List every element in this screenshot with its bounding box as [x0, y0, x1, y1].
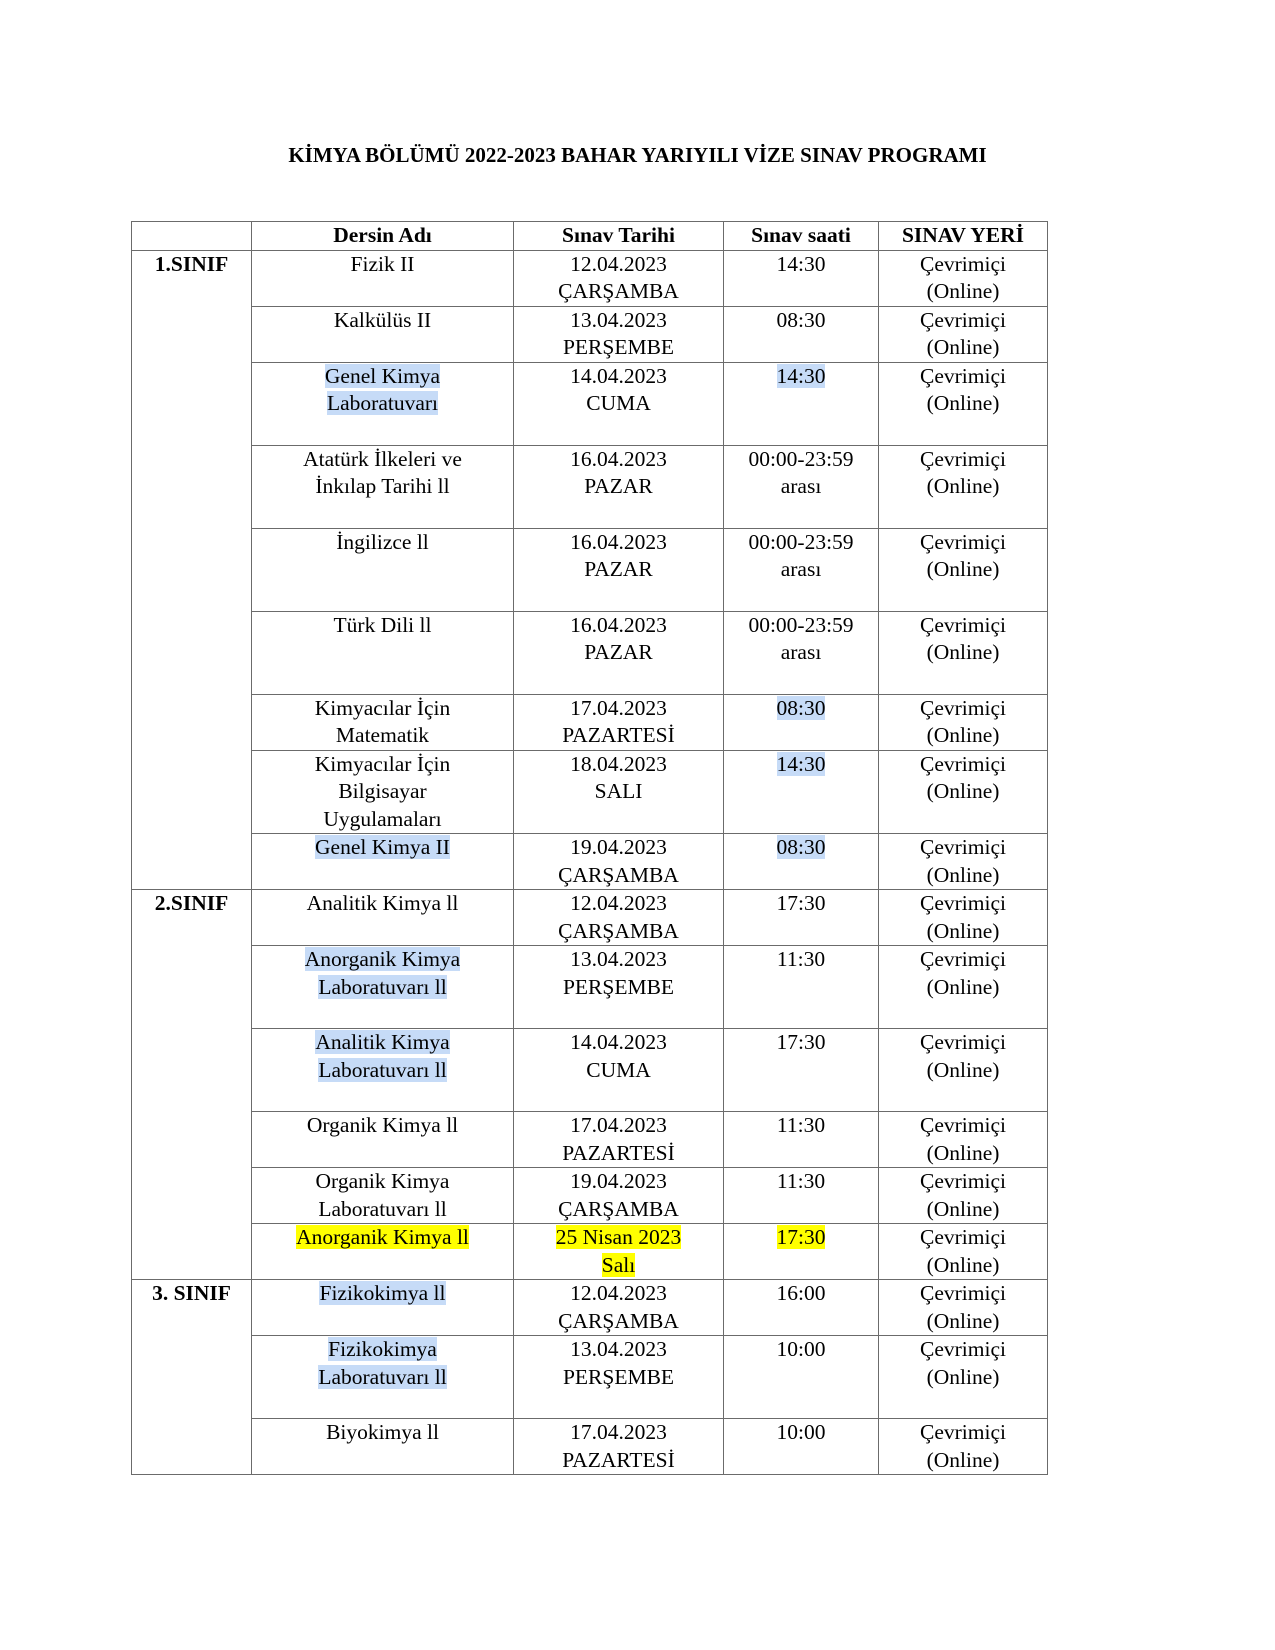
table-row [132, 611, 1048, 694]
exam-date-text: ÇARŞAMBA [558, 1308, 679, 1333]
exam-place-cell [879, 1168, 1048, 1224]
exam-date-cell [514, 1280, 724, 1336]
exam-place-cell [879, 1336, 1048, 1419]
course-name-text: Bilgisayar [338, 779, 427, 803]
exam-date-text: 16.04.2023 [570, 446, 667, 471]
table-row [132, 1112, 1048, 1168]
exam-time-text: 10:00 [776, 1420, 826, 1444]
exam-time-text: arası [780, 640, 822, 664]
exam-date-text: 16.04.2023 [570, 529, 667, 554]
exam-place-cell [879, 445, 1048, 528]
exam-place-text: (Online) [926, 474, 1000, 498]
course-name-text: Organik Kimya ll [306, 1113, 459, 1137]
exam-place-cell [879, 1029, 1048, 1112]
table-row [132, 1419, 1048, 1475]
exam-time-text: 08:30 [776, 695, 826, 720]
exam-time-text: 08:30 [776, 835, 826, 859]
exam-date-text: PAZARTESİ [562, 723, 675, 747]
exam-time-text: 16:00 [776, 1281, 826, 1305]
exam-time-text: 00:00-23:59 [748, 529, 854, 554]
exam-place-text: (Online) [926, 1252, 1000, 1277]
exam-place-cell [879, 946, 1048, 1029]
exam-place-cell [879, 250, 1048, 306]
course-name-text: Genel Kimya [324, 363, 441, 388]
exam-date-cell [514, 1112, 724, 1168]
exam-place-text: (Online) [926, 640, 1000, 664]
exam-date-cell [514, 1168, 724, 1224]
exam-date-text: ÇARŞAMBA [558, 279, 679, 303]
exam-date-text: ÇARŞAMBA [558, 862, 679, 887]
course-name-text: Laboratuvarı ll [318, 1364, 447, 1389]
course-name-text: Analitik Kimya ll [306, 891, 459, 915]
course-name-text: Atatürk İlkeleri ve [303, 446, 462, 471]
exam-place-cell [879, 1112, 1048, 1168]
exam-place-cell [879, 694, 1048, 750]
exam-time-text: 17:30 [776, 891, 826, 915]
exam-date-text: 25 Nisan 2023 [555, 1225, 682, 1249]
exam-time-cell [724, 445, 879, 528]
exam-time-cell [724, 1029, 879, 1112]
course-name-text: Biyokimya ll [326, 1420, 439, 1444]
exam-time-text: 14:30 [776, 751, 826, 776]
exam-place-text: Çevrimiçi [920, 1337, 1006, 1361]
exam-date-text: 14.04.2023 [570, 363, 667, 388]
table-row [132, 946, 1048, 1029]
exam-date-text: 19.04.2023 [570, 835, 667, 859]
exam-date-text: 17.04.2023 [570, 1420, 667, 1444]
exam-date-text: PERŞEMBE [562, 974, 675, 999]
course-name-text: Fizikokimya [328, 1337, 437, 1361]
exam-date-cell [514, 1029, 724, 1112]
exam-place-text: (Online) [926, 918, 1000, 943]
exam-date-text: 13.04.2023 [570, 947, 667, 971]
exam-date-text: CUMA [586, 1057, 651, 1082]
table-row [132, 750, 1048, 834]
exam-date-cell [514, 1419, 724, 1475]
exam-place-text: Çevrimiçi [920, 1113, 1006, 1137]
exam-place-text: (Online) [926, 974, 1000, 999]
exam-time-cell [724, 750, 879, 834]
exam-place-text: Çevrimiçi [920, 1169, 1006, 1193]
header-exam-time: Sınav saati [724, 222, 879, 251]
exam-place-text: (Online) [926, 779, 1000, 803]
header-exam-place: SINAV YERİ [879, 222, 1048, 251]
table-row [132, 1224, 1048, 1280]
exam-place-text: (Online) [926, 1196, 1000, 1221]
course-name-cell [252, 445, 514, 528]
exam-place-text: (Online) [926, 723, 1000, 747]
course-name-text: Kimyacılar İçin [314, 695, 451, 720]
exam-date-text: PAZAR [584, 474, 653, 498]
exam-time-text: arası [780, 474, 822, 498]
course-name-text: Fizikokimya ll [319, 1281, 446, 1305]
exam-date-text: PAZARTESİ [562, 1140, 675, 1165]
course-name-cell [252, 750, 514, 834]
exam-time-cell [724, 946, 879, 1029]
course-name-text: Anorganik Kimya [304, 947, 461, 971]
table-row [132, 890, 1048, 946]
exam-place-cell [879, 1280, 1048, 1336]
exam-date-text: 12.04.2023 [570, 251, 667, 276]
exam-place-text: (Online) [926, 1140, 1000, 1165]
course-name-text: Fizik II [350, 251, 415, 276]
exam-time-cell [724, 1224, 879, 1280]
course-name-text: Kalkülüs II [333, 307, 432, 332]
course-name-cell [252, 1336, 514, 1419]
exam-place-cell [879, 1419, 1048, 1475]
exam-time-cell [724, 528, 879, 611]
exam-time-text: 17:30 [776, 1030, 826, 1054]
exam-place-text: Çevrimiçi [920, 1030, 1006, 1054]
course-name-text: Uygulamaları [323, 806, 442, 831]
exam-time-cell [724, 1168, 879, 1224]
course-name-cell [252, 1419, 514, 1475]
exam-place-text: Çevrimiçi [920, 446, 1006, 471]
course-name-cell [252, 1168, 514, 1224]
exam-place-text: Çevrimiçi [920, 1420, 1006, 1444]
exam-date-cell [514, 694, 724, 750]
exam-place-text: (Online) [926, 1057, 1000, 1082]
exam-time-cell [724, 1280, 879, 1336]
exam-place-text: (Online) [926, 1308, 1000, 1333]
exam-date-text: 13.04.2023 [570, 307, 667, 332]
exam-place-text: (Online) [926, 1447, 1000, 1472]
course-name-cell [252, 1112, 514, 1168]
exam-place-text: Çevrimiçi [920, 835, 1006, 859]
class-label-text: 3. SINIF [152, 1281, 231, 1305]
exam-time-cell [724, 1419, 879, 1475]
exam-date-text: 14.04.2023 [570, 1030, 667, 1054]
exam-time-text: 17:30 [776, 1225, 826, 1249]
exam-date-text: CUMA [586, 391, 651, 415]
exam-place-cell [879, 306, 1048, 362]
course-name-text: Kimyacılar İçin [314, 751, 451, 776]
exam-place-text: Çevrimiçi [920, 529, 1006, 554]
exam-date-text: 16.04.2023 [570, 612, 667, 637]
course-name-text: Organik Kimya [315, 1169, 450, 1193]
exam-place-text: Çevrimiçi [920, 363, 1006, 388]
exam-schedule-table [131, 221, 1048, 1475]
exam-time-text: 14:30 [776, 251, 826, 276]
exam-place-text: Çevrimiçi [920, 891, 1006, 915]
course-name-cell [252, 611, 514, 694]
exam-place-text: Çevrimiçi [920, 751, 1006, 776]
table-row [132, 362, 1048, 445]
exam-place-text: Çevrimiçi [920, 1225, 1006, 1249]
exam-place-cell [879, 528, 1048, 611]
course-name-text: Analitik Kimya [315, 1030, 450, 1054]
exam-time-text: 10:00 [776, 1337, 826, 1361]
exam-time-cell [724, 306, 879, 362]
exam-time-cell [724, 1112, 879, 1168]
exam-time-text: 11:30 [776, 1169, 826, 1193]
table-row [132, 250, 1048, 306]
exam-place-cell [879, 1224, 1048, 1280]
exam-date-cell [514, 890, 724, 946]
exam-date-text: 13.04.2023 [570, 1337, 667, 1361]
exam-date-text: 19.04.2023 [570, 1169, 667, 1193]
exam-date-cell [514, 528, 724, 611]
exam-time-cell [724, 890, 879, 946]
course-name-cell [252, 694, 514, 750]
course-name-cell [252, 362, 514, 445]
exam-date-text: 17.04.2023 [570, 1113, 667, 1137]
course-name-text: İngilizce ll [336, 529, 429, 554]
exam-time-cell [724, 1336, 879, 1419]
exam-time-text: 08:30 [776, 307, 826, 332]
header-class [132, 222, 252, 251]
table-row [132, 834, 1048, 890]
exam-place-cell [879, 362, 1048, 445]
exam-time-cell [724, 611, 879, 694]
exam-date-text: PAZAR [584, 557, 653, 581]
table-row [132, 306, 1048, 362]
exam-time-text: 00:00-23:59 [748, 612, 854, 637]
exam-date-cell [514, 306, 724, 362]
exam-date-text: ÇARŞAMBA [558, 1196, 679, 1221]
exam-place-text: Çevrimiçi [920, 695, 1006, 720]
course-name-cell [252, 528, 514, 611]
table-row [132, 528, 1048, 611]
course-name-cell [252, 1224, 514, 1280]
exam-time-text: arası [780, 557, 822, 581]
exam-date-text: 12.04.2023 [570, 891, 667, 915]
exam-time-cell [724, 694, 879, 750]
exam-date-text: PAZAR [584, 640, 653, 664]
course-name-text: İnkılap Tarihi ll [315, 474, 450, 498]
exam-date-cell [514, 946, 724, 1029]
exam-time-cell [724, 362, 879, 445]
class-label [132, 1280, 252, 1475]
course-name-text: Laboratuvarı ll [318, 1057, 447, 1082]
exam-place-text: Çevrimiçi [920, 612, 1006, 637]
exam-date-text: PAZARTESİ [562, 1447, 675, 1472]
exam-place-text: (Online) [926, 557, 1000, 581]
exam-date-cell [514, 250, 724, 306]
class-label-text: 1.SINIF [154, 251, 229, 276]
table-body [132, 250, 1048, 1475]
exam-date-text: Salı [601, 1252, 636, 1277]
exam-date-cell [514, 834, 724, 890]
course-name-cell [252, 250, 514, 306]
exam-place-cell [879, 890, 1048, 946]
table-row [132, 1168, 1048, 1224]
exam-date-cell [514, 1336, 724, 1419]
exam-place-text: (Online) [926, 279, 1000, 303]
course-name-text: Laboratuvarı ll [318, 974, 447, 999]
table-row [132, 445, 1048, 528]
exam-place-text: (Online) [926, 335, 1000, 359]
course-name-cell [252, 306, 514, 362]
exam-date-cell [514, 750, 724, 834]
exam-place-text: (Online) [926, 1364, 1000, 1389]
exam-date-text: SALI [594, 779, 643, 803]
course-name-text: Laboratuvarı [326, 391, 439, 415]
exam-time-cell [724, 834, 879, 890]
exam-place-text: (Online) [926, 862, 1000, 887]
exam-time-cell [724, 250, 879, 306]
exam-date-cell [514, 1224, 724, 1280]
course-name-text: Anorganik Kimya ll [296, 1225, 469, 1249]
exam-date-text: 12.04.2023 [570, 1281, 667, 1305]
exam-date-cell [514, 362, 724, 445]
exam-place-cell [879, 611, 1048, 694]
course-name-cell [252, 1029, 514, 1112]
course-name-text: Matematik [335, 723, 430, 747]
course-name-text: Laboratuvarı ll [318, 1196, 447, 1221]
table-row [132, 694, 1048, 750]
exam-time-text: 11:30 [776, 1113, 826, 1137]
exam-place-text: Çevrimiçi [920, 251, 1006, 276]
exam-time-text: 00:00-23:59 [748, 446, 854, 471]
exam-date-cell [514, 445, 724, 528]
class-label [132, 890, 252, 1280]
table-row [132, 1029, 1048, 1112]
exam-time-text: 14:30 [776, 363, 826, 388]
exam-place-text: (Online) [926, 391, 1000, 415]
exam-place-cell [879, 834, 1048, 890]
header-exam-date: Sınav Tarihi [514, 222, 724, 251]
exam-place-cell [879, 750, 1048, 834]
exam-place-text: Çevrimiçi [920, 947, 1006, 971]
exam-place-text: Çevrimiçi [920, 307, 1006, 332]
class-label [132, 250, 252, 890]
course-name-cell [252, 946, 514, 1029]
exam-place-text: Çevrimiçi [920, 1281, 1006, 1305]
class-label-text: 2.SINIF [154, 891, 229, 915]
table-header-row [132, 222, 1048, 251]
table-row [132, 1280, 1048, 1336]
table-row [132, 1336, 1048, 1419]
course-name-text: Genel Kimya II [315, 835, 450, 859]
course-name-cell [252, 834, 514, 890]
course-name-cell [252, 1280, 514, 1336]
exam-time-text: 11:30 [776, 947, 826, 971]
header-course-name: Dersin Adı [252, 222, 514, 251]
exam-date-text: 18.04.2023 [570, 751, 667, 776]
course-name-cell [252, 890, 514, 946]
exam-date-cell [514, 611, 724, 694]
exam-date-text: PERŞEMBE [562, 335, 675, 359]
exam-date-text: 17.04.2023 [570, 695, 667, 720]
exam-date-text: ÇARŞAMBA [558, 918, 679, 943]
document-title: KİMYA BÖLÜMÜ 2022-2023 BAHAR YARIYILI VİZE SINAV PROGRAMI [288, 143, 987, 167]
course-name-text: Türk Dili ll [333, 612, 432, 637]
exam-date-text: PERŞEMBE [562, 1364, 675, 1389]
